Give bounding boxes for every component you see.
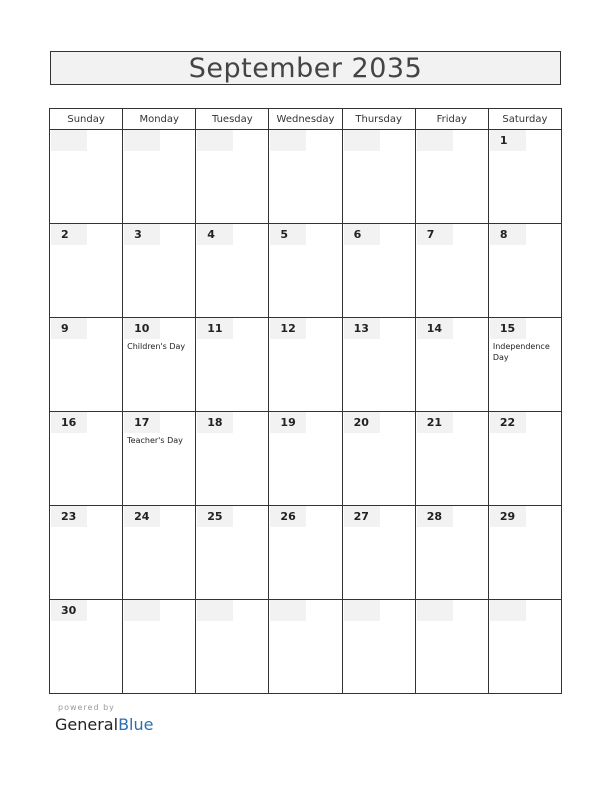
calendar-title: September 2035 [188, 52, 423, 84]
week-row [50, 130, 562, 224]
day-tab [417, 600, 453, 621]
day-number: 7 [417, 224, 453, 245]
day-tab [490, 600, 526, 621]
day-cell [50, 412, 123, 506]
day-cell [123, 506, 196, 600]
day-number: 20 [344, 412, 380, 433]
day-number: 4 [197, 224, 233, 245]
day-cell [50, 600, 123, 694]
weekday-header: Monday [123, 109, 196, 130]
day-cell [196, 224, 269, 318]
brand-blue: Blue [118, 715, 154, 734]
day-cell [342, 318, 415, 412]
day-number: 18 [197, 412, 233, 433]
day-tab [51, 130, 87, 151]
day-cell [415, 506, 488, 600]
empty-day-cell [196, 600, 269, 694]
day-number: 15 [490, 318, 526, 339]
day-cell [488, 224, 561, 318]
empty-day-cell [342, 600, 415, 694]
day-number: 17 [124, 412, 160, 433]
calendar-grid [49, 108, 562, 694]
day-number: 25 [197, 506, 233, 527]
empty-day-cell [123, 600, 196, 694]
day-number: 10 [124, 318, 160, 339]
day-number: 6 [344, 224, 380, 245]
holiday-label: Independence Day [492, 342, 550, 362]
day-number: 26 [270, 506, 306, 527]
week-row [50, 224, 562, 318]
day-cell [50, 506, 123, 600]
weekday-header: Saturday [488, 109, 561, 130]
weekday-header: Tuesday [196, 109, 269, 130]
empty-day-cell [269, 600, 342, 694]
day-number: 27 [344, 506, 380, 527]
weekday-header: Wednesday [269, 109, 342, 130]
holiday-label: Teacher's Day [127, 436, 183, 445]
weekday-header: Thursday [342, 109, 415, 130]
day-tab [344, 600, 380, 621]
day-number: 23 [51, 506, 87, 527]
day-tab [344, 130, 380, 151]
day-cell [50, 318, 123, 412]
brand-general: General [55, 715, 119, 734]
day-number: 29 [490, 506, 526, 527]
day-cell [269, 318, 342, 412]
day-tab [197, 600, 233, 621]
day-number: 14 [417, 318, 453, 339]
day-cell [342, 224, 415, 318]
day-number: 19 [270, 412, 306, 433]
day-cell [269, 506, 342, 600]
weekday-header: Sunday [50, 109, 123, 130]
day-number: 22 [490, 412, 526, 433]
day-tab [417, 130, 453, 151]
day-number: 8 [490, 224, 526, 245]
day-number: 9 [51, 318, 87, 339]
day-number: 2 [51, 224, 87, 245]
day-number: 30 [51, 600, 87, 621]
week-row [50, 600, 562, 694]
day-cell [342, 506, 415, 600]
brand-logo[interactable] [55, 715, 153, 734]
day-cell [269, 412, 342, 506]
powered-by-text: powered by [58, 703, 115, 712]
week-row [50, 318, 562, 412]
holiday-label: Children's Day [127, 342, 186, 351]
empty-day-cell [123, 130, 196, 224]
day-cell [415, 318, 488, 412]
day-number: 12 [270, 318, 306, 339]
day-cell [488, 506, 561, 600]
day-cell [342, 412, 415, 506]
empty-day-cell [196, 130, 269, 224]
day-cell [196, 412, 269, 506]
empty-day-cell [269, 130, 342, 224]
day-tab [270, 130, 306, 151]
day-cell [488, 412, 561, 506]
day-cell [123, 412, 196, 506]
day-number: 11 [197, 318, 233, 339]
day-number: 5 [270, 224, 306, 245]
day-cell [415, 224, 488, 318]
empty-day-cell [415, 600, 488, 694]
calendar-title-box [50, 51, 561, 85]
day-tab [124, 600, 160, 621]
day-tab [270, 600, 306, 621]
day-cell [488, 130, 561, 224]
day-number: 16 [51, 412, 87, 433]
day-number: 13 [344, 318, 380, 339]
day-cell [50, 224, 123, 318]
day-number: 21 [417, 412, 453, 433]
day-cell [196, 506, 269, 600]
day-number: 24 [124, 506, 160, 527]
day-tab [197, 130, 233, 151]
day-number: 28 [417, 506, 453, 527]
empty-day-cell [415, 130, 488, 224]
empty-day-cell [488, 600, 561, 694]
day-cell [269, 224, 342, 318]
day-tab [124, 130, 160, 151]
weekday-header: Friday [415, 109, 488, 130]
week-row [50, 412, 562, 506]
day-number: 3 [124, 224, 160, 245]
weekday-header-row [50, 109, 562, 130]
week-row [50, 506, 562, 600]
day-cell [123, 224, 196, 318]
empty-day-cell [342, 130, 415, 224]
day-cell [415, 412, 488, 506]
day-cell [123, 318, 196, 412]
day-cell [196, 318, 269, 412]
day-cell [488, 318, 561, 412]
empty-day-cell [50, 130, 123, 224]
day-number: 1 [490, 130, 526, 151]
